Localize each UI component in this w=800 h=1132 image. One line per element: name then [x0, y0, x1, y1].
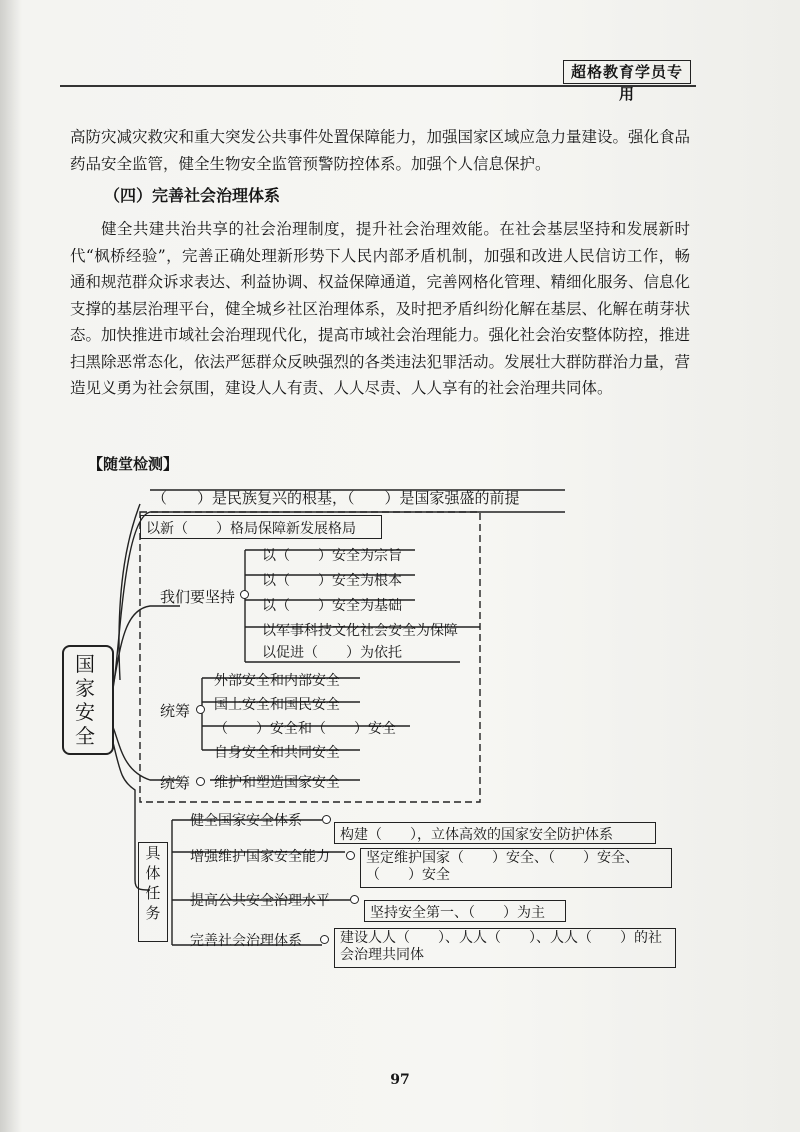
- root-label: 国家安全: [75, 652, 95, 748]
- task-name: 增强维护国家安全能力: [190, 849, 330, 865]
- adhere-item: 以促进（ ）为依托: [262, 645, 402, 661]
- coordinate-label: 统筹: [160, 702, 191, 720]
- tasks-label: 具体任务: [138, 842, 168, 942]
- body-paragraph: 健全共建共治共享的社会治理制度，提升社会治理效能。在社会基层坚持和发展新时代“枫桥经验”，完善正确处理新形势下人民内部矛盾机制，加强和改进人民信访工作，畅通和规范群众诉求表达、利益协调、权益保障通道，完善网格化管理、精细化服务、信息化支撑的基层治理平台，健全城乡社区治理体系，及时把矛盾纠纷化解在基层、化解在萌芽状态。加快推进市域社会治理现代化，提高市域社会治理能力。强化社会治安整体防控，推进扫黑除恶常态化，依法严惩群众反映强烈的各类违法犯罪活动。发展壮大群防群治力量，营造见义勇为社会氛围，建设人人有责、人人尽责、人人享有的社会治理共同体。: [70, 220, 691, 397]
- section-title: （四）完善社会治理体系: [104, 186, 281, 205]
- coordinate-dot-2: [196, 777, 205, 786]
- intro-paragraph: 高防灾减灾救灾和重大突发公共事件处置保障能力，加强国家区域应急力量建设。强化食品药品安全监管，健全生物安全监管预警防控体系。加强个人信息保护。: [70, 128, 691, 173]
- task-dot: [320, 935, 329, 944]
- coordinate-item: 外部安全和内部安全: [214, 673, 340, 689]
- task-name: 提高公共安全治理水平: [190, 893, 330, 909]
- adhere-item: 以（ ）安全为宗旨: [262, 548, 402, 564]
- pattern-line: 以新（ ）格局保障新发展格局: [146, 521, 356, 537]
- top-statement: （ ）是民族复兴的根基，（ ）是国家强盛的前提: [152, 489, 520, 507]
- page-number: 97: [390, 1072, 410, 1088]
- coordinate-item: 国土安全和国民安全: [214, 697, 340, 713]
- check-label: 【随堂检测】: [88, 455, 179, 473]
- adhere-dot: [240, 590, 249, 599]
- adhere-item: 以军事科技文化社会安全为保障: [262, 623, 458, 639]
- adhere-item: 以（ ）安全为根本: [262, 573, 402, 589]
- task-detail: 坚持安全第一、（ ）为主: [370, 905, 545, 921]
- coordinate-dot: [196, 705, 205, 714]
- coordinate-item-2: 维护和塑造国家安全: [214, 775, 340, 791]
- adhere-label: 我们要坚持: [160, 588, 236, 606]
- task-dot: [322, 815, 331, 824]
- task-dot: [350, 895, 359, 904]
- coordinate-item: 自身安全和共同安全: [214, 745, 340, 761]
- task-detail: 坚定维护国家（ ）安全、（ ）安全、（ ）安全: [366, 850, 639, 883]
- header-label: 超格教育学员专用: [563, 60, 691, 84]
- task-detail: 建设人人（ ）、人人（ ）、人人（ ）的社会治理共同体: [340, 930, 662, 963]
- task-dot: [346, 851, 355, 860]
- task-name: 完善社会治理体系: [190, 933, 302, 949]
- coordinate-item: （ ）安全和（ ）安全: [214, 721, 396, 737]
- header-divider: [60, 85, 696, 87]
- coordinate-label-2: 统筹: [160, 774, 191, 792]
- adhere-item: 以（ ）安全为基础: [262, 598, 402, 614]
- task-name: 健全国家安全体系: [190, 813, 302, 829]
- task-detail: 构建（ ），立体高效的国家安全防护体系: [340, 827, 613, 843]
